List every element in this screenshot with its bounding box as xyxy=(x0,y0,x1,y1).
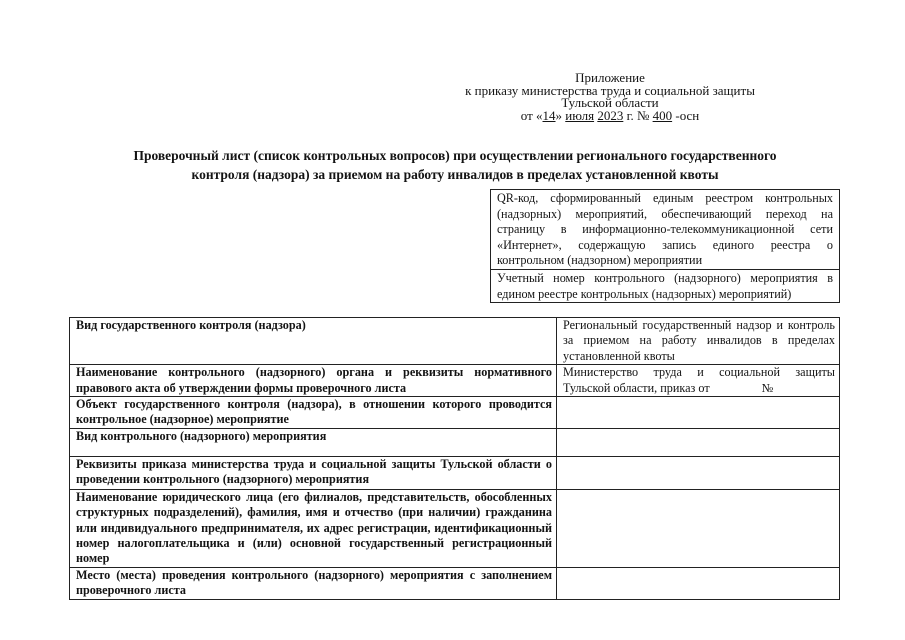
row-value xyxy=(557,456,840,489)
row-label: Наименование контрольного (надзорного) органа и реквизиты нормативного правового акта об утверждении формы проверочного листа xyxy=(70,365,557,397)
row-value xyxy=(557,567,840,599)
row-value: Региональный государственный надзор и контроль за приемом на работу инвалидов в пределах установленной квоты xyxy=(557,318,840,365)
order-number: 400 xyxy=(652,107,673,123)
date-mid1: » xyxy=(555,107,566,123)
date-suffix: -осн xyxy=(672,107,700,123)
appendix-order-ref: к приказу министерства труда и социальной защиты xyxy=(465,82,755,98)
table-row xyxy=(70,318,840,365)
row-label: Вид государственного контроля (надзора) xyxy=(70,318,557,365)
row-label: Место (места) проведения контрольного (надзорного) мероприятия с заполнением проверочного листа xyxy=(70,567,557,599)
table-row xyxy=(70,567,840,599)
value-part-2: № xyxy=(761,380,774,395)
date-day: 14 xyxy=(542,107,556,123)
table-row xyxy=(70,489,840,567)
date-month: июля xyxy=(565,107,595,123)
appendix-date-line xyxy=(420,107,800,123)
table-row xyxy=(70,428,840,456)
row-value xyxy=(557,428,840,456)
row-value xyxy=(557,489,840,567)
appendix-label: Приложение xyxy=(575,70,645,85)
title-line-1: Проверочный лист (список контрольных вопросов) при осуществлении регионального государственного xyxy=(133,148,777,163)
table-row xyxy=(70,456,840,489)
row-value xyxy=(557,365,840,397)
row-value xyxy=(557,397,840,429)
document-title xyxy=(70,146,840,184)
qr-info-box xyxy=(490,189,840,303)
title-line-2: контроля (надзора) за приемом на работу инвалидов в пределах установленной квоты xyxy=(191,167,719,182)
date-prefix: от « xyxy=(520,107,543,123)
row-label: Объект государственного контроля (надзора), в отношении которого проводится контрольное (надзорное) мероприятие xyxy=(70,397,557,429)
appendix-region: Тульской области xyxy=(561,95,659,110)
account-number-cell: Учетный номер контрольного (надзорного) мероприятия в едином реестре контрольных (надзорных) мероприятий) xyxy=(491,269,839,302)
value-part-1: Министерство труда и социальной защиты Тульской области, приказ от xyxy=(563,365,835,395)
qr-code-cell: QR-код, сформированный единым реестром контрольных (надзорных) мероприятий, обеспечивающий переход на страницу в информационно-телекоммуникационной сети «Интернет», содержащую запись единого реестра о контрольном (надзорном) мероприятии xyxy=(497,191,833,268)
row-label: Вид контрольного (надзорного) мероприятия xyxy=(70,428,557,456)
table-row xyxy=(70,365,840,397)
appendix-header xyxy=(420,72,800,122)
checklist-table xyxy=(69,317,840,600)
row-label: Наименование юридического лица (его филиалов, представительств, обособленных структурных подразделений), фамилия, имя и отчество (при наличии) гражданина или индивидуального предпринимателя, их адрес регистрации, идентификационный номер налогоплательщика и (или) основной государственный регистрационный номер xyxy=(70,489,557,567)
date-mid3: г. № xyxy=(623,107,653,123)
date-year: 2023 xyxy=(597,107,624,123)
table-row xyxy=(70,397,840,429)
row-label: Реквизиты приказа министерства труда и социальной защиты Тульской области о проведении контрольного (надзорного) мероприятия xyxy=(70,456,557,489)
